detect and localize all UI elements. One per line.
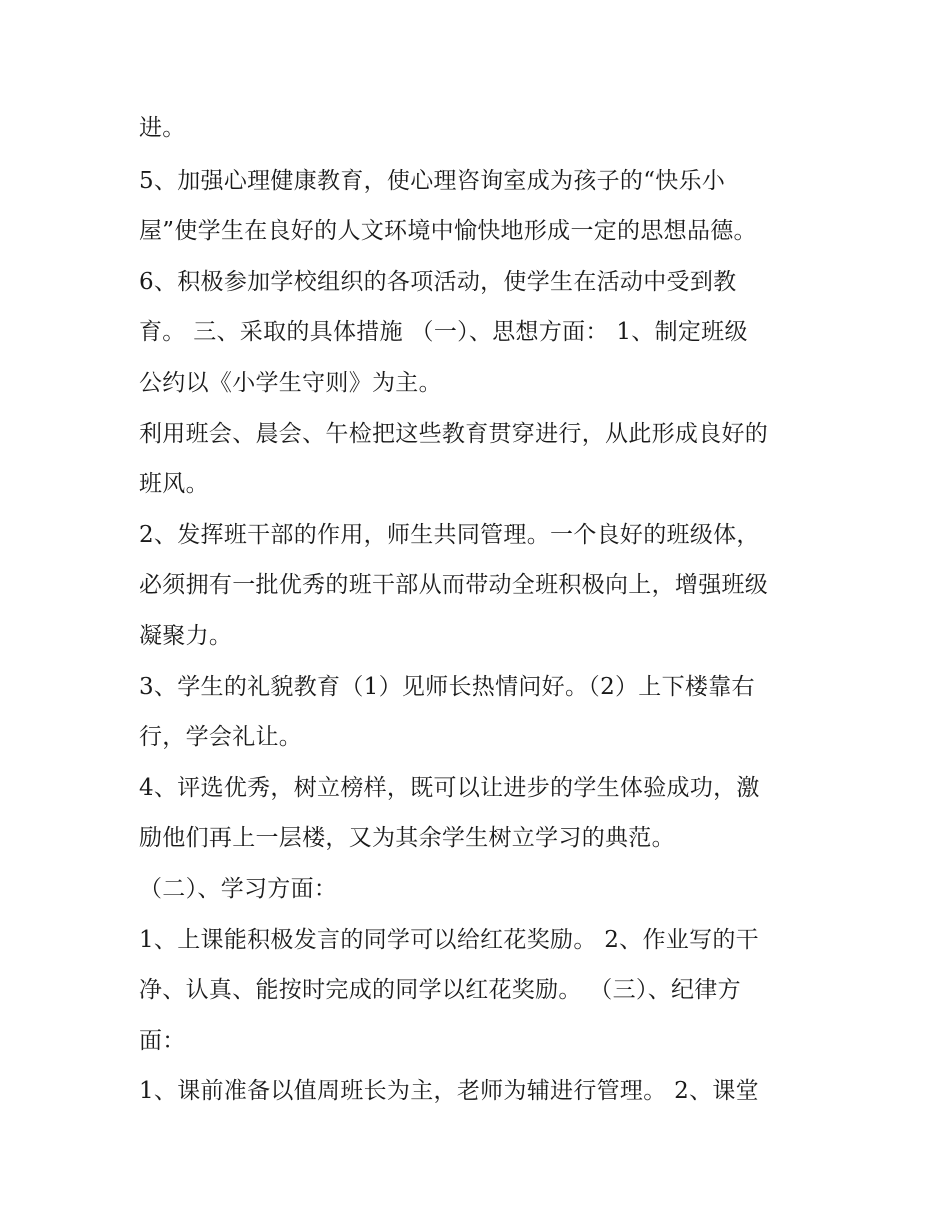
text-line: 凝聚力。 [139,623,233,649]
text-line: 育。 三、采取的具体措施 （一）、思想方面： 1、制定班级 [139,319,748,345]
text-line: 行，学会礼让。 [139,724,303,750]
text-line: 3、学生的礼貌教育（1）见师长热情问好。（2）上下楼靠右 [139,674,755,700]
text-line: 公约以《小学生守则》为主。 [139,370,442,396]
text-line: 班风。 [139,471,209,497]
text-line: 必须拥有一批优秀的班干部从而带动全班积极向上，增强班级 [139,572,769,598]
text-line: 进。 [139,115,186,141]
text-line: 励他们再上一层楼，又为其余学生树立学习的典范。 [139,825,675,851]
text-line: 屋”使学生在良好的人文环境中愉快地形成一定的思想品德。 [139,218,757,244]
text-line: 4、评选优秀，树立榜样，既可以让进步的学生体验成功，激 [139,775,760,801]
text-line: 5、加强心理健康教育，使心理咨询室成为孩子的“快乐小 [139,168,726,194]
text-line: 6、积极参加学校组织的各项活动，使学生在活动中受到教 [139,269,737,295]
text-line: （二）、学习方面： [139,876,338,902]
text-line: 净、认真、能按时完成的同学以红花奖励。 （三）、纪律方 [139,977,741,1003]
text-line: 面： [139,1028,186,1054]
text-line: 利用班会、晨会、午检把这些教育贯穿进行，从此形成良好的 [139,421,769,447]
text-line: 1、上课能积极发言的同学可以给红花奖励。 2、作业写的干 [139,927,759,953]
text-line: 2、发挥班干部的作用，师生共同管理。一个良好的班级体， [139,522,760,548]
text-line: 1、课前准备以值周班长为主，老师为辅进行管理。 2、课堂 [139,1078,759,1104]
